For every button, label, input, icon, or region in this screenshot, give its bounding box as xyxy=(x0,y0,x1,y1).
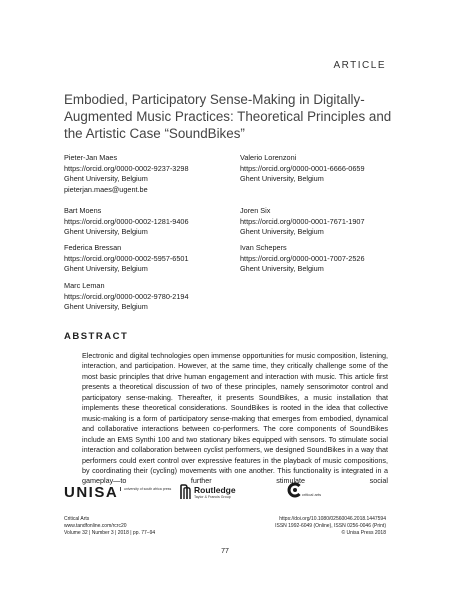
author-email[interactable]: pieterjan.maes@ugent.be xyxy=(64,184,148,194)
unisa-logo: UNISA xyxy=(64,484,119,501)
author-name: Bart Moens xyxy=(64,206,102,215)
publisher-logos xyxy=(64,484,394,510)
unisa-subtitle: university of south africa press xyxy=(120,487,172,491)
critical-arts-icon xyxy=(288,482,302,498)
page-number: 77 xyxy=(221,548,229,555)
author-block xyxy=(240,153,365,185)
author-name: Marc Leman xyxy=(64,281,105,290)
author-block xyxy=(64,206,189,238)
routledge-icon xyxy=(180,484,191,500)
journal-url[interactable]: www.tandfonline.com/rcrc20 xyxy=(64,523,127,530)
author-name: Federica Bressan xyxy=(64,243,122,252)
critical-arts-text: critical arts xyxy=(302,492,322,497)
doi-link[interactable]: https://doi.org/10.1080/02560046.2018.1447594 xyxy=(279,516,386,522)
author-name: Ivan Schepers xyxy=(240,243,287,252)
author-affiliation: Ghent University, Belgium xyxy=(240,264,324,274)
author-block xyxy=(240,243,365,275)
journal-volume: Volume 32 | Number 3 | 2018 | pp. 77–94 xyxy=(64,530,156,537)
author-affiliation: Ghent University, Belgium xyxy=(240,227,324,237)
author-block xyxy=(240,206,365,238)
article-label: ARTICLE xyxy=(333,60,386,71)
author-block xyxy=(64,243,189,275)
journal-info xyxy=(64,516,155,537)
author-block xyxy=(64,153,189,195)
author-orcid[interactable]: https://orcid.org/0000-0002-5957-6501 xyxy=(64,253,189,263)
article-title: Embodied, Participatory Sense-Making in Digitally-Augmented Music Practices: Theoretical Principles and the Artistic Case “SoundBikes” xyxy=(64,91,392,141)
abstract-text: Electronic and digital technologies open immense opportunities for music composition, listening, interaction, and participation. However, at the same time, they critically challenge some of the most basic principles that drive human engagement and interaction with music. This article first presents a theoretical discussion of two of these principles, namely sensorimotor control and participatory sense-making. Thereafter, it presents SoundBikes, a music installation that implements these theoretical considerations. SoundBikes is rooted in the idea that collective music-making is a form of participatory sense-making that emerges from embodied, dynamical and collaborative interactions between co-performers. The core components of SoundBikes include an EMS Synthi 100 and two stationary bikes equipped with sensors. To stimulate social interaction and collaboration between cyclist performers, we designed SoundBikes in a way that performers could exert control over expressive features in the playback of music compositions, by coordinating their (cycling) movements with one another. This functionality is integrated in a gameplay—to further stimulate social xyxy=(82,351,388,486)
author-orcid[interactable]: https://orcid.org/0000-0001-6666-0659 xyxy=(240,163,365,173)
journal-name: Critical Arts xyxy=(64,516,90,522)
author-orcid[interactable]: https://orcid.org/0000-0002-9237-3298 xyxy=(64,163,189,173)
publication-info xyxy=(275,516,386,537)
author-block xyxy=(64,281,189,313)
author-affiliation: Ghent University, Belgium xyxy=(240,174,324,184)
author-affiliation: Ghent University, Belgium xyxy=(64,174,148,184)
abstract-heading: ABSTRACT xyxy=(64,331,129,342)
author-orcid[interactable]: https://orcid.org/0000-0002-9780-2194 xyxy=(64,291,189,301)
copyright: © Unisa Press 2018 xyxy=(341,530,386,537)
author-orcid[interactable]: https://orcid.org/0000-0002-1281-9406 xyxy=(64,216,189,226)
routledge-name: Routledge xyxy=(194,485,236,495)
author-name: Pieter-Jan Maes xyxy=(64,153,118,162)
author-affiliation: Ghent University, Belgium xyxy=(64,264,148,274)
routledge-subtitle: Taylor & Francis Group xyxy=(194,495,231,499)
author-affiliation: Ghent University, Belgium xyxy=(64,302,148,312)
author-affiliation: Ghent University, Belgium xyxy=(64,227,148,237)
author-name: Joren Six xyxy=(240,206,271,215)
author-orcid[interactable]: https://orcid.org/0000-0001-7671-1907 xyxy=(240,216,365,226)
issn: ISSN 1992-6049 (Online), ISSN 0256-0046 (Print) xyxy=(275,523,386,530)
author-name: Valerio Lorenzoni xyxy=(240,153,297,162)
author-orcid[interactable]: https://orcid.org/0000-0001-7007-2526 xyxy=(240,253,365,263)
